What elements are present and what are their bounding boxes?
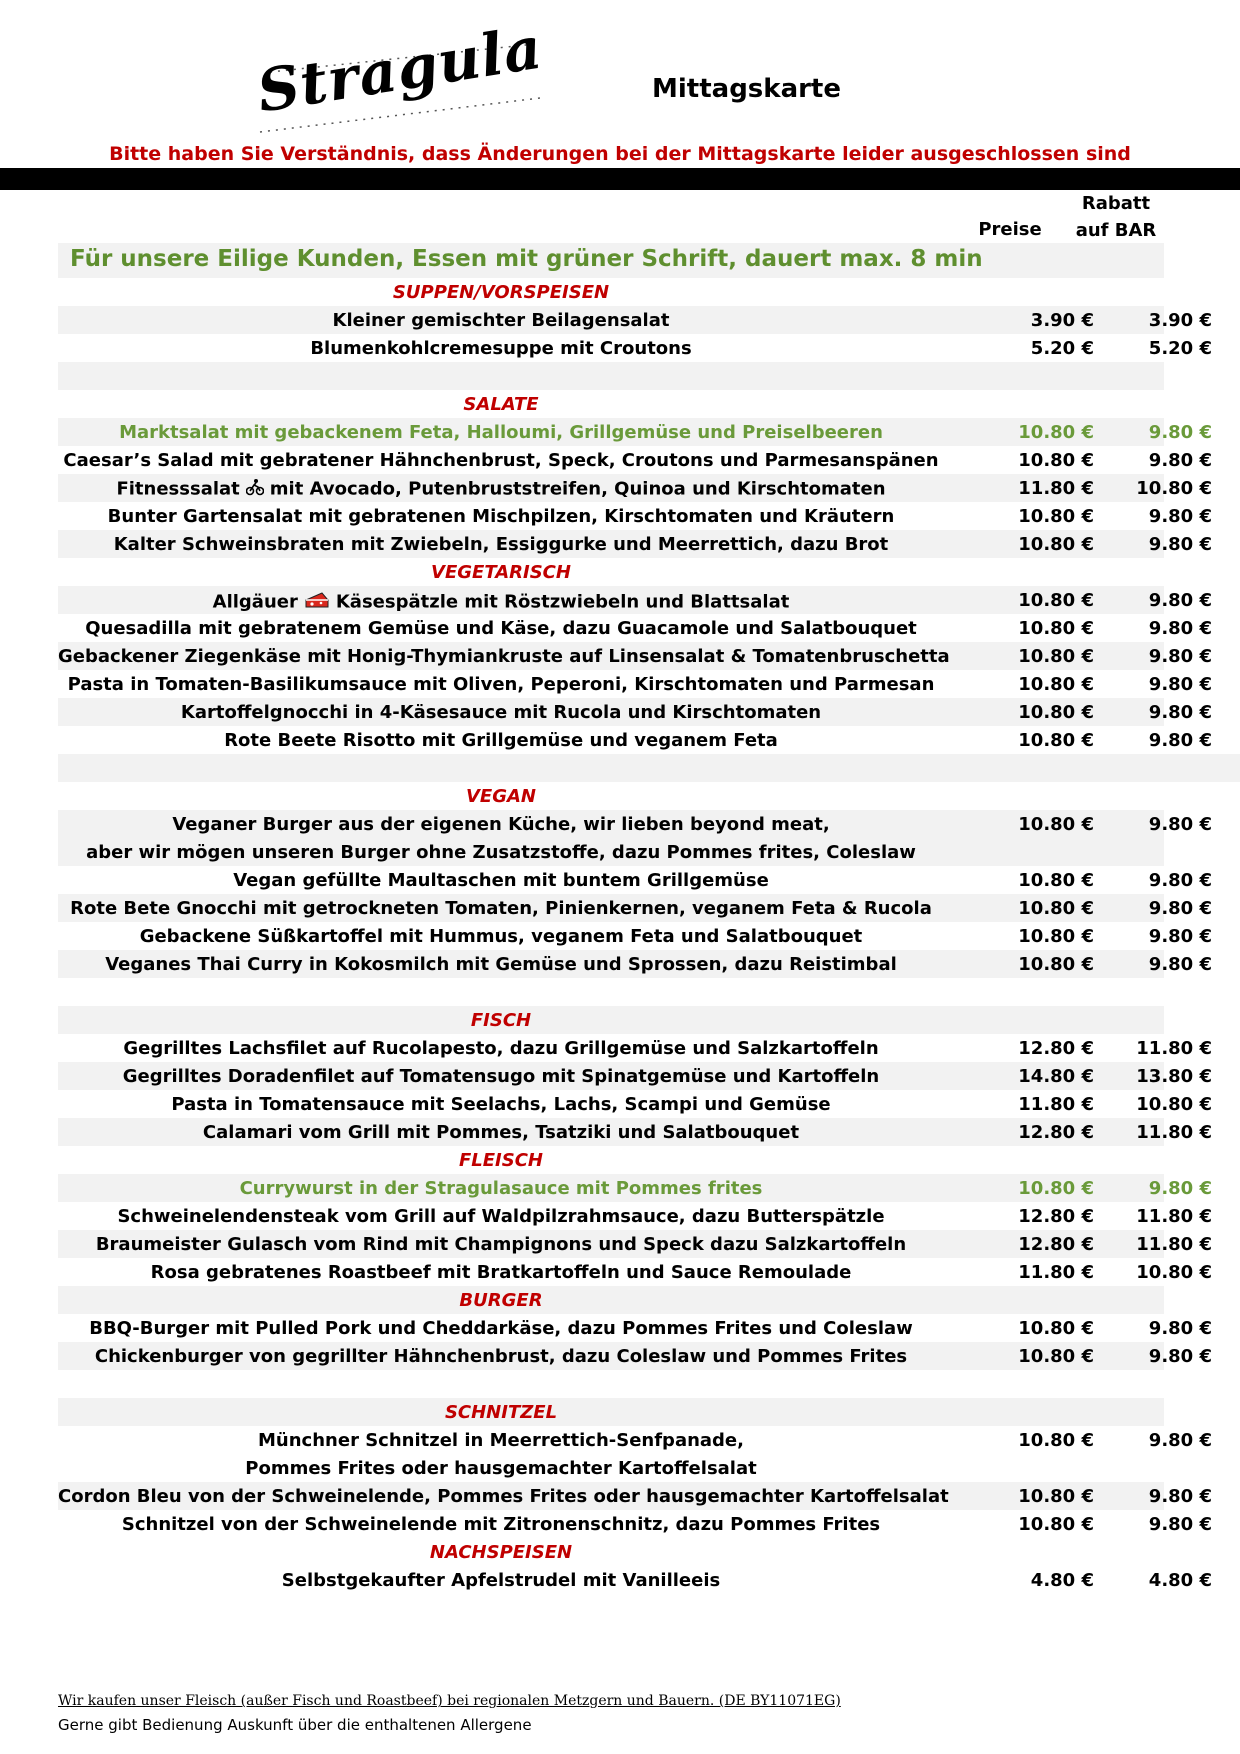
allergen-note: Gerne gibt Bedienung Auskunft über die enthaltenen Allergene xyxy=(58,1716,532,1734)
dish-cash-price: 9.80 € xyxy=(1148,422,1212,443)
dish-name: Veganer Burger aus der eigenen Küche, wir lieben beyond meat, xyxy=(172,814,830,835)
dish-price: 10.80 € xyxy=(1018,1486,1094,1507)
dish-cash-price: 4.80 € xyxy=(1148,1570,1212,1591)
dish-price: 10.80 € xyxy=(1018,870,1094,891)
dish-name: Kartoffelgnocchi in 4-Käsesauce mit Rucola und Kirschtomaten xyxy=(180,702,822,723)
dish-price: 12.80 € xyxy=(1018,1038,1094,1059)
dish-name: Schnitzel von der Schweinelende mit Zitronenschnitz, dazu Pommes Frites xyxy=(121,1514,881,1535)
dish-name: Schweinelendensteak vom Grill auf Waldpilzrahmsauce, dazu Butterspätzle xyxy=(117,1206,885,1227)
page-title: Mittagskarte xyxy=(652,74,841,104)
dish-name-part: Allgäuer xyxy=(212,591,298,613)
section-header xyxy=(58,1398,1240,1426)
dish-cash-price: 9.80 € xyxy=(1148,534,1212,555)
dish-price: 5.20 € xyxy=(1030,338,1094,359)
dish-cash-price: 10.80 € xyxy=(1136,1262,1212,1283)
dish-name: Gebackener Ziegenkäse mit Honig-Thymiankruste auf Linsensalat & Tomatenbruschetta xyxy=(58,646,950,667)
section-header xyxy=(58,1006,1240,1034)
dish-cash-price: 10.80 € xyxy=(1136,478,1212,499)
menu-item xyxy=(58,1314,1240,1342)
dish-cash-price: 9.80 € xyxy=(1148,646,1212,667)
dish-name: Gegrilltes Lachsfilet auf Rucolapesto, dazu Grillgemüse und Salzkartoffeln xyxy=(123,1038,879,1059)
empty-row xyxy=(58,754,1240,782)
dish-price: 10.80 € xyxy=(1018,898,1094,919)
dish-cash-price: 9.80 € xyxy=(1148,506,1212,527)
dish-cash-price: 11.80 € xyxy=(1136,1122,1212,1143)
menu-item xyxy=(58,530,1240,558)
section-header xyxy=(58,1146,1240,1174)
dish-price: 11.80 € xyxy=(1018,478,1094,499)
dish-price: 10.80 € xyxy=(1018,618,1094,639)
dish-cash-price: 9.80 € xyxy=(1148,814,1212,835)
dish-name: Calamari vom Grill mit Pommes, Tsatziki und Salatbouquet xyxy=(202,1122,800,1143)
section-burger: BURGER xyxy=(459,1290,543,1311)
dish-price: 10.80 € xyxy=(1018,954,1094,975)
menu-item xyxy=(58,1062,1240,1090)
dish-cash-price: 13.80 € xyxy=(1136,1066,1212,1087)
menu-item xyxy=(58,1258,1240,1286)
discount-header-line2: auf BAR xyxy=(1075,220,1157,241)
cyclist-icon xyxy=(246,478,264,501)
dish-cash-price: 9.80 € xyxy=(1148,1318,1212,1339)
menu-item xyxy=(58,698,1240,726)
menu-item xyxy=(58,334,1240,362)
section-header xyxy=(58,390,1240,418)
menu-item xyxy=(58,922,1240,950)
dish-name: Rote Bete Gnocchi mit getrockneten Tomaten, Pinienkernen, veganem Feta & Rucola xyxy=(70,898,932,919)
dish-cash-price: 11.80 € xyxy=(1136,1038,1212,1059)
dish-cash-price: 5.20 € xyxy=(1148,338,1212,359)
dish-cash-price: 9.80 € xyxy=(1148,674,1212,695)
menu-item xyxy=(58,642,1240,670)
menu-item xyxy=(58,474,1240,502)
section-schnitzel: SCHNITZEL xyxy=(444,1402,558,1423)
dish-cash-price: 9.80 € xyxy=(1148,590,1212,611)
menu-item xyxy=(58,306,1240,334)
tagline-text: Für unsere Eilige Kunden, Essen mit grüner Schrift, dauert max. 8 min xyxy=(70,246,983,272)
dish-price: 10.80 € xyxy=(1018,674,1094,695)
notice-text: Bitte haben Sie Verständnis, dass Änderungen bei der Mittagskarte leider ausgeschlossen sind xyxy=(109,143,1131,165)
dish-price: 10.80 € xyxy=(1018,1178,1094,1199)
dish-price: 10.80 € xyxy=(1018,1346,1094,1367)
dish-name: Rosa gebratenes Roastbeef mit Bratkartoffeln und Sauce Remoulade xyxy=(150,1262,852,1283)
dish-price: 10.80 € xyxy=(1018,926,1094,947)
dish-cash-price: 9.80 € xyxy=(1148,954,1212,975)
dish-name: Cordon Bleu von der Schweinelende, Pommes Frites oder hausgemachter Kartoffelsalat xyxy=(58,1486,949,1507)
dish-cash-price: 9.80 € xyxy=(1148,730,1212,751)
section-header xyxy=(58,558,1240,586)
dish-price: 14.80 € xyxy=(1018,1066,1094,1087)
menu-item xyxy=(58,810,1240,838)
dish-price: 11.80 € xyxy=(1018,1094,1094,1115)
dish-name: Pasta in Tomaten-Basilikumsauce mit Oliven, Peperoni, Kirschtomaten und Parmesan xyxy=(67,674,935,695)
dish-price: 12.80 € xyxy=(1018,1122,1094,1143)
section-nachspeisen: NACHSPEISEN xyxy=(429,1542,573,1563)
dish-price: 10.80 € xyxy=(1018,702,1094,723)
dish-price: 10.80 € xyxy=(1018,422,1094,443)
section-suppen: SUPPEN/VORSPEISEN xyxy=(392,282,610,303)
section-header xyxy=(58,1286,1240,1314)
dish-name: Kalter Schweinsbraten mit Zwiebeln, Essiggurke und Meerrettich, dazu Brot xyxy=(113,534,889,555)
dish-price: 12.80 € xyxy=(1018,1234,1094,1255)
dish-name: Braumeister Gulasch vom Rind mit Champignons und Speck dazu Salzkartoffeln xyxy=(95,1234,907,1255)
price-column-header: Preise xyxy=(978,219,1042,240)
dish-cash-price: 11.80 € xyxy=(1136,1206,1212,1227)
dish-price: 10.80 € xyxy=(1018,534,1094,555)
dish-name: Selbstgekaufter Apfelstrudel mit Vanilleeis xyxy=(281,1570,721,1591)
dish-cash-price: 9.80 € xyxy=(1148,618,1212,639)
empty-row xyxy=(58,978,1240,1006)
quick-dishes-tagline xyxy=(58,243,1164,278)
menu-item-continuation xyxy=(58,838,1240,866)
menu-item xyxy=(58,1034,1240,1062)
dish-price: 10.80 € xyxy=(1018,646,1094,667)
dish-name: Marktsalat mit gebackenem Feta, Halloumi, Grillgemüse und Preiselbeeren xyxy=(119,422,883,443)
dish-cash-price: 9.80 € xyxy=(1148,926,1212,947)
dish-name-part: Käsespätzle mit Röstzwiebeln und Blattsalat xyxy=(335,591,790,613)
empty-row xyxy=(58,362,1240,390)
menu-item xyxy=(58,726,1240,754)
dish-name: Pasta in Tomatensauce mit Seelachs, Lachs, Scampi und Gemüse xyxy=(171,1094,831,1115)
empty-row xyxy=(58,1370,1240,1398)
menu-item xyxy=(58,950,1240,978)
dish-name: Gebackene Süßkartoffel mit Hummus, veganem Feta und Salatbouquet xyxy=(139,926,863,947)
section-header xyxy=(58,1538,1240,1566)
menu-item-continuation xyxy=(58,1454,1240,1482)
section-vegetarisch: VEGETARISCH xyxy=(431,562,571,583)
discount-column-header xyxy=(1064,190,1168,244)
menu-item xyxy=(58,502,1240,530)
dish-price: 10.80 € xyxy=(1018,1514,1094,1535)
dish-price: 10.80 € xyxy=(1018,730,1094,751)
dish-name: Quesadilla mit gebratenem Gemüse und Käse, dazu Guacamole und Salatbouquet xyxy=(85,618,917,639)
dish-cash-price: 9.80 € xyxy=(1148,1346,1212,1367)
dish-cash-price: 10.80 € xyxy=(1136,1094,1212,1115)
menu-item xyxy=(58,1230,1240,1258)
dish-name-part: Fitnesssalat xyxy=(116,478,240,500)
menu-item xyxy=(58,1510,1240,1538)
dish-name-line2: aber wir mögen unseren Burger ohne Zusatzstoffe, dazu Pommes frites, Coleslaw xyxy=(86,842,916,863)
section-salate: SALATE xyxy=(463,394,539,415)
dish-cash-price: 9.80 € xyxy=(1148,870,1212,891)
dish-cash-price: 9.80 € xyxy=(1148,702,1212,723)
dish-name: Gegrilltes Doradenfilet auf Tomatensugo mit Spinatgemüse und Kartoffeln xyxy=(122,1066,880,1087)
dish-price: 4.80 € xyxy=(1030,1570,1094,1591)
dish-name: Chickenburger von gegrillter Hähnchenbrust, dazu Coleslaw und Pommes Frites xyxy=(94,1346,908,1367)
dish-cash-price: 9.80 € xyxy=(1148,1486,1212,1507)
dish-name: Münchner Schnitzel in Meerrettich-Senfpanade, xyxy=(258,1430,744,1451)
menu-item xyxy=(58,614,1240,642)
section-vegan: VEGAN xyxy=(466,786,536,807)
dish-name: Kleiner gemischter Beilagensalat xyxy=(332,310,670,331)
dish-name-part: mit Avocado, Putenbruststreifen, Quinoa und Kirschtomaten xyxy=(269,478,886,500)
header-divider xyxy=(0,168,1240,190)
dish-price: 10.80 € xyxy=(1018,506,1094,527)
dish-price: 10.80 € xyxy=(1018,1318,1094,1339)
menu-item xyxy=(58,1174,1240,1202)
sourcing-note: Wir kaufen unser Fleisch (außer Fisch und Roastbeef) bei regionalen Metzgern und Bauern. (DE BY11071EG) xyxy=(58,1693,841,1709)
dish-cash-price: 9.80 € xyxy=(1148,450,1212,471)
cheese-icon xyxy=(304,590,330,615)
dish-price: 10.80 € xyxy=(1018,590,1094,611)
logo-wordmark: Stragula xyxy=(252,13,547,126)
dish-price: 10.80 € xyxy=(1018,814,1094,835)
menu-list xyxy=(58,243,1240,1594)
dish-name: BBQ-Burger mit Pulled Pork und Cheddarkäse, dazu Pommes Frites und Coleslaw xyxy=(89,1318,913,1339)
dish-price: 11.80 € xyxy=(1018,1262,1094,1283)
section-fleisch: FLEISCH xyxy=(459,1150,543,1171)
menu-item xyxy=(58,866,1240,894)
dish-price: 10.80 € xyxy=(1018,1430,1094,1451)
section-header xyxy=(58,782,1240,810)
menu-item xyxy=(58,1090,1240,1118)
menu-item xyxy=(58,670,1240,698)
menu-item xyxy=(58,894,1240,922)
dish-cash-price: 9.80 € xyxy=(1148,1178,1212,1199)
dish-name: Bunter Gartensalat mit gebratenen Mischpilzen, Kirschtomaten und Kräutern xyxy=(107,506,895,527)
dish-price: 12.80 € xyxy=(1018,1206,1094,1227)
dish-name: Caesar’s Salad mit gebratener Hähnchenbrust, Speck, Croutons und Parmesanspänen xyxy=(63,450,939,471)
menu-item xyxy=(58,446,1240,474)
dish-name xyxy=(58,590,944,615)
dish-name-line2: Pommes Frites oder hausgemachter Kartoffelsalat xyxy=(245,1458,757,1479)
dish-name: Blumenkohlcremesuppe mit Croutons xyxy=(310,338,692,359)
menu-item xyxy=(58,586,1240,614)
dish-price: 3.90 € xyxy=(1030,310,1094,331)
menu-item xyxy=(58,1426,1240,1454)
dish-cash-price: 9.80 € xyxy=(1148,1430,1212,1451)
dish-name: Vegan gefüllte Maultaschen mit buntem Grillgemüse xyxy=(233,870,769,891)
menu-item xyxy=(58,1202,1240,1230)
stragula-logo xyxy=(250,13,550,136)
menu-item xyxy=(58,1482,1240,1510)
section-fisch: FISCH xyxy=(470,1010,532,1031)
dish-cash-price: 11.80 € xyxy=(1136,1234,1212,1255)
dish-price: 10.80 € xyxy=(1018,450,1094,471)
dish-name: Rote Beete Risotto mit Grillgemüse und veganem Feta xyxy=(224,730,778,751)
dish-cash-price: 3.90 € xyxy=(1148,310,1212,331)
menu-item xyxy=(58,1118,1240,1146)
dish-name: Currywurst in der Stragulasauce mit Pommes frites xyxy=(239,1178,763,1199)
discount-header-line1: Rabatt xyxy=(1081,193,1151,214)
menu-item xyxy=(58,1566,1240,1594)
dish-cash-price: 9.80 € xyxy=(1148,898,1212,919)
dish-name xyxy=(58,478,944,501)
dish-cash-price: 9.80 € xyxy=(1148,1514,1212,1535)
section-header xyxy=(58,278,1240,306)
dish-name: Veganes Thai Curry in Kokosmilch mit Gemüse und Sprossen, dazu Reistimbal xyxy=(105,954,897,975)
menu-item xyxy=(58,1342,1240,1370)
menu-item xyxy=(58,418,1240,446)
